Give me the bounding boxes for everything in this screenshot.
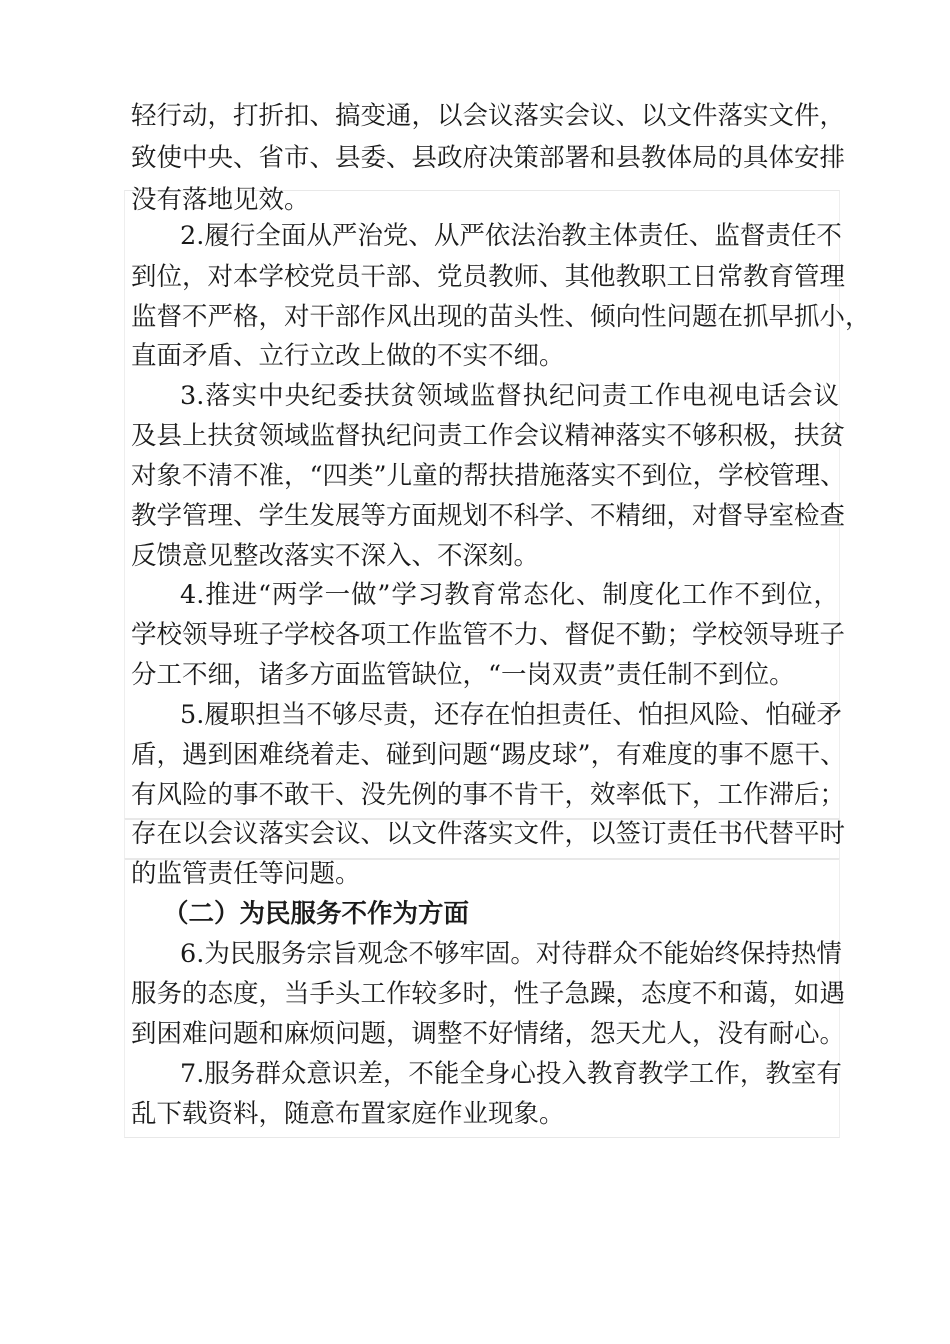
text-line: 没有落地见效。 <box>131 185 310 215</box>
text-line: 有风险的事不敢干、没先例的事不肯干，效率低下，工作滞后； <box>131 780 846 810</box>
text-line: 到困难问题和麻烦问题，调整不好情绪，怨天尤人，没有耐心。 <box>131 1019 846 1049</box>
text-line: 对象不清不准，“四类”儿童的帮扶措施落实不到位，学校管理、 <box>131 461 846 491</box>
text-line: 直面矛盾、立行立改上做的不实不细。 <box>131 341 565 371</box>
text-line: 盾，遇到困难绕着走、碰到问题“踢皮球”，有难度的事不愿干、 <box>131 740 846 770</box>
paragraph-3-start: 3.落实中央纪委扶贫领域监督执纪问责工作电视电话会议 <box>180 381 839 411</box>
text-line: 及县上扶贫领域监督执纪问责工作会议精神落实不够积极，扶贫 <box>131 421 846 451</box>
text-line: 学校领导班子学校各项工作监管不力、督促不勤；学校领导班子 <box>131 620 846 650</box>
text-line: 分工不细，诸多方面监管缺位，“一岗双责”责任制不到位。 <box>131 660 795 690</box>
text-line: 的监管责任等问题。 <box>131 859 361 889</box>
text-line: 乱下载资料，随意布置家庭作业现象。 <box>131 1099 565 1129</box>
text-line: 服务的态度，当手头工作较多时，性子急躁，态度不和蔼，如遇 <box>131 979 846 1009</box>
text-line: 监督不严格，对干部作风出现的苗头性、倾向性问题在抓早抓小， <box>131 302 871 332</box>
section-heading: （二）为民服务不作为方面 <box>163 899 470 929</box>
paragraph-2-start: 2.履行全面从严治党、从严依法治教主体责任、监督责任不 <box>180 221 842 251</box>
paragraph-5-start: 5.履职担当不够尽责，还存在怕担责任、怕担风险、怕碰矛 <box>180 700 842 730</box>
text-line: 反馈意见整改落实不深入、不深刻。 <box>131 541 540 571</box>
paragraph-4-start: 4.推进“两学一做”学习教育常态化、制度化工作不到位， <box>180 580 839 610</box>
text-line: 教学管理、学生发展等方面规划不科学、不精细，对督导室检查 <box>131 501 846 531</box>
text-line: 致使中央、省市、县委、县政府决策部署和县教体局的具体安排 <box>131 143 846 173</box>
paragraph-6-start: 6.为民服务宗旨观念不够牢固。对待群众不能始终保持热情 <box>180 939 842 969</box>
paragraph-7-start: 7.服务群众意识差，不能全身心投入教育教学工作，教室有 <box>180 1059 842 1089</box>
text-line: 轻行动，打折扣、搞变通，以会议落实会议、以文件落实文件， <box>131 101 846 131</box>
text-line: 到位，对本学校党员干部、党员教师、其他教职工日常教育管理 <box>131 262 846 292</box>
text-line: 存在以会议落实会议、以文件落实文件，以签订责任书代替平时 <box>131 819 846 849</box>
